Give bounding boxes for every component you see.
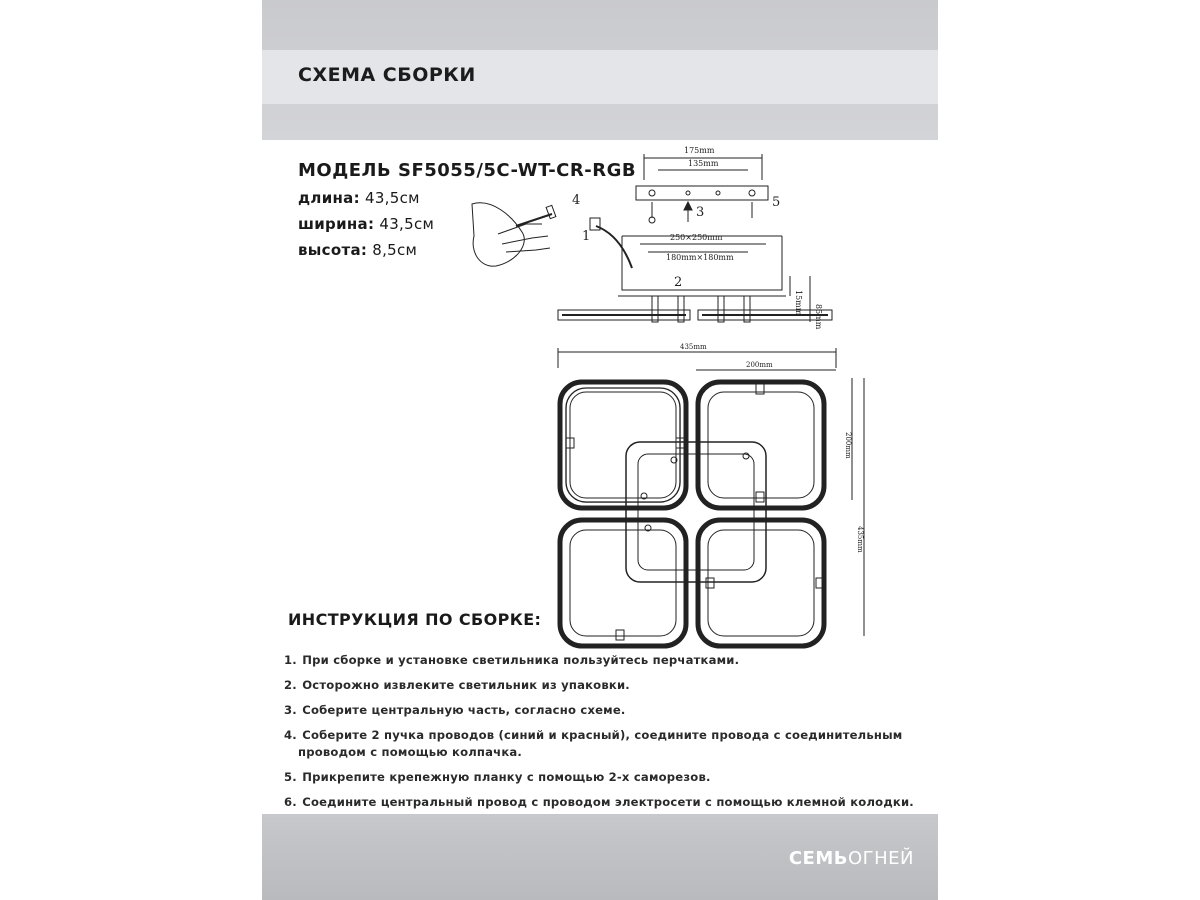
callout-2: 2 xyxy=(674,275,683,290)
step-text: При сборке и установке светильника пользуйтесь перчатками. xyxy=(302,653,740,667)
dim-200-side: 200mm xyxy=(844,432,852,459)
dim-135: 135mm xyxy=(688,159,719,168)
callout-4: 4 xyxy=(572,193,581,208)
instruction-step xyxy=(284,794,934,811)
width-value: 43,5см xyxy=(379,215,435,233)
brand-light: ОГНЕЙ xyxy=(847,848,914,869)
dim-250: 250×250mm xyxy=(670,233,723,242)
step-number: 4. xyxy=(284,728,297,742)
dim-180: 180mm×180mm xyxy=(666,253,734,262)
step-number: 5. xyxy=(284,770,297,784)
callout-3: 3 xyxy=(696,205,705,220)
instruction-sheet xyxy=(262,0,938,900)
instructions-title: ИНСТРУКЦИЯ ПО СБОРКЕ: xyxy=(288,610,542,629)
length-value: 43,5см xyxy=(364,189,420,207)
instructions-list xyxy=(284,652,934,819)
brand-logo xyxy=(789,848,914,869)
width-label: ширина: xyxy=(298,215,375,233)
height-value: 8,5см xyxy=(372,241,418,259)
step-number: 1. xyxy=(284,653,297,667)
dim-85: 85mm xyxy=(814,304,823,330)
step-text: Соберите центральную часть, согласно схеме. xyxy=(302,703,626,717)
step-text: Прикрепите крепежную планку с помощью 2-х саморезов. xyxy=(302,770,711,784)
step-text: Осторожно извлеките светильник из упаковки. xyxy=(302,678,630,692)
step-number: 3. xyxy=(284,703,297,717)
dim-200-top: 200mm xyxy=(746,361,773,369)
instruction-step xyxy=(284,677,934,694)
dim-435-side: 435mm xyxy=(856,526,864,553)
dim-435-top: 435mm xyxy=(680,343,707,351)
step-number: 6. xyxy=(284,795,297,809)
height-label: высота: xyxy=(298,241,368,259)
dim-175: 175mm xyxy=(684,146,715,155)
instruction-step xyxy=(284,652,934,669)
footer-band xyxy=(262,814,938,900)
step-text: Соберите 2 пучка проводов (синий и красный), соедините провода с соединительным xyxy=(302,728,903,742)
callout-5: 5 xyxy=(772,195,781,210)
step-number: 2. xyxy=(284,678,297,692)
mounting-diagram xyxy=(452,140,938,340)
instruction-step xyxy=(284,769,934,786)
length-label: длина: xyxy=(298,189,360,207)
instruction-step xyxy=(284,727,934,761)
step-text-continued: проводом с помощью колпачка. xyxy=(298,745,523,759)
dim-15: 15mm xyxy=(794,290,803,316)
step-text: Соедините центральный провод с проводом электросети с помощью клемной колодки. xyxy=(302,795,914,809)
callout-1: 1 xyxy=(582,229,591,244)
page-title: СХЕМА СБОРКИ xyxy=(298,64,476,86)
instruction-step xyxy=(284,702,934,719)
header-band xyxy=(262,0,938,140)
brand-bold: СЕМЬ xyxy=(788,848,848,869)
model-title: МОДЕЛЬ SF5055/5C-WT-CR-RGB xyxy=(298,160,637,181)
top-view-diagram xyxy=(546,340,866,650)
